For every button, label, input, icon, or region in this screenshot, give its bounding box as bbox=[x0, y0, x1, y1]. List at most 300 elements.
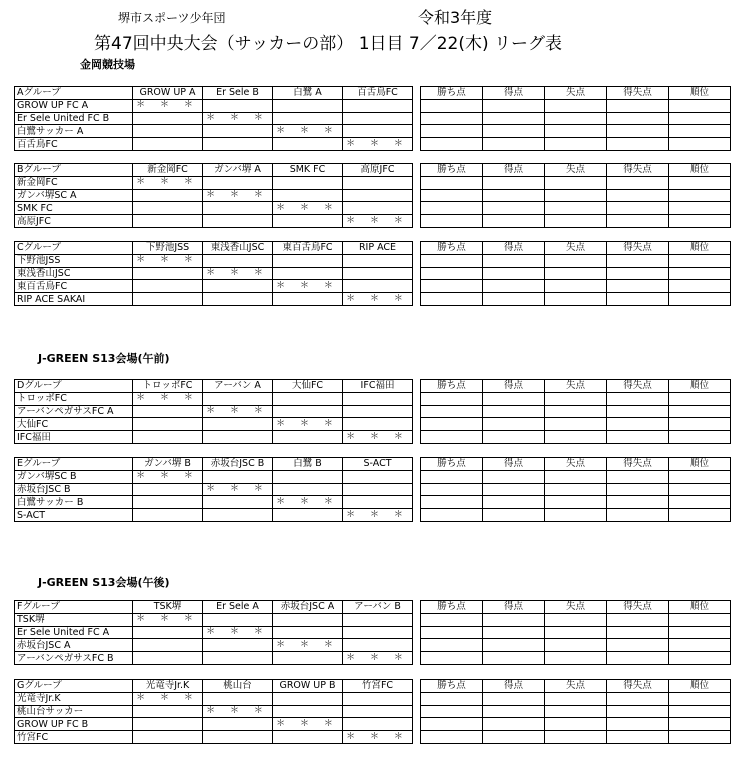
self-match-mark: ＊ ＊ ＊ bbox=[343, 731, 413, 744]
opponent-header: 赤坂台JSC B bbox=[203, 458, 273, 471]
team-name: 下野池JSS bbox=[15, 254, 133, 267]
self-match-mark: ＊ ＊ ＊ bbox=[343, 431, 413, 444]
table-row bbox=[15, 731, 731, 744]
stat-header: 順位 bbox=[669, 601, 731, 614]
stat-cell bbox=[669, 470, 731, 483]
stat-cell bbox=[669, 496, 731, 509]
stat-cell bbox=[607, 626, 669, 639]
stat-cell bbox=[421, 254, 483, 267]
stat-cell bbox=[483, 405, 545, 418]
stat-cell bbox=[483, 509, 545, 522]
team-name: アーバンペガサスFC A bbox=[15, 405, 133, 418]
team-name: 新金岡FC bbox=[15, 176, 133, 189]
column-gap bbox=[413, 613, 421, 626]
result-cell bbox=[273, 138, 343, 151]
result-cell bbox=[273, 509, 343, 522]
column-gap bbox=[413, 418, 421, 431]
table-row bbox=[15, 613, 731, 626]
opponent-header: 竹宮FC bbox=[343, 680, 413, 693]
result-cell bbox=[203, 293, 273, 306]
result-cell bbox=[133, 431, 203, 444]
stat-header: 勝ち点 bbox=[421, 87, 483, 100]
result-cell bbox=[203, 280, 273, 293]
result-cell bbox=[133, 125, 203, 138]
stat-cell bbox=[421, 189, 483, 202]
self-match-mark: ＊ ＊ ＊ bbox=[343, 652, 413, 665]
table-row bbox=[15, 392, 731, 405]
group-table bbox=[14, 379, 731, 444]
team-name: GROW UP FC B bbox=[15, 718, 133, 731]
self-match-mark: ＊ ＊ ＊ bbox=[273, 639, 343, 652]
self-match-mark: ＊ ＊ ＊ bbox=[203, 405, 273, 418]
self-match-mark: ＊ ＊ ＊ bbox=[133, 613, 203, 626]
column-gap bbox=[413, 112, 421, 125]
result-cell bbox=[133, 215, 203, 228]
team-name: 白鷺サッカー B bbox=[15, 496, 133, 509]
result-cell bbox=[203, 496, 273, 509]
stat-cell bbox=[421, 639, 483, 652]
stat-cell bbox=[545, 718, 607, 731]
team-name: 大仙FC bbox=[15, 418, 133, 431]
column-gap bbox=[413, 496, 421, 509]
stat-cell bbox=[421, 705, 483, 718]
column-gap bbox=[413, 189, 421, 202]
result-cell bbox=[203, 125, 273, 138]
group-table bbox=[14, 241, 731, 306]
column-gap bbox=[413, 509, 421, 522]
result-cell bbox=[203, 176, 273, 189]
stat-cell bbox=[421, 418, 483, 431]
stat-cell bbox=[545, 652, 607, 665]
venue-label: J-GREEN S13会場(午前) bbox=[38, 352, 170, 365]
stat-cell bbox=[669, 509, 731, 522]
result-cell bbox=[273, 705, 343, 718]
stat-cell bbox=[545, 125, 607, 138]
column-gap bbox=[413, 138, 421, 151]
stat-cell bbox=[607, 267, 669, 280]
result-cell bbox=[133, 731, 203, 744]
result-cell bbox=[203, 639, 273, 652]
stat-cell bbox=[421, 267, 483, 280]
result-cell bbox=[273, 189, 343, 202]
venue-label: J-GREEN S13会場(午後) bbox=[38, 576, 170, 589]
stat-cell bbox=[421, 509, 483, 522]
result-cell bbox=[203, 431, 273, 444]
self-match-mark: ＊ ＊ ＊ bbox=[343, 138, 413, 151]
stat-cell bbox=[483, 470, 545, 483]
stat-cell bbox=[545, 613, 607, 626]
table-row bbox=[15, 138, 731, 151]
stat-cell bbox=[483, 189, 545, 202]
stat-cell bbox=[483, 280, 545, 293]
table-row bbox=[15, 705, 731, 718]
opponent-header: 東浅香山JSC bbox=[203, 242, 273, 255]
stat-cell bbox=[607, 280, 669, 293]
stat-cell bbox=[607, 112, 669, 125]
group-name: Cグループ bbox=[15, 242, 133, 255]
group-name: Dグループ bbox=[15, 380, 133, 393]
result-cell bbox=[133, 280, 203, 293]
stat-cell bbox=[669, 431, 731, 444]
stat-cell bbox=[545, 99, 607, 112]
stat-cell bbox=[545, 405, 607, 418]
result-cell bbox=[343, 483, 413, 496]
stat-cell bbox=[545, 470, 607, 483]
opponent-header: GROW UP B bbox=[273, 680, 343, 693]
result-cell bbox=[343, 267, 413, 280]
team-name: 赤坂台JSC B bbox=[15, 483, 133, 496]
stat-header: 失点 bbox=[545, 680, 607, 693]
stat-cell bbox=[607, 613, 669, 626]
result-cell bbox=[203, 254, 273, 267]
result-cell bbox=[273, 731, 343, 744]
group-name: Fグループ bbox=[15, 601, 133, 614]
result-cell bbox=[133, 626, 203, 639]
result-cell bbox=[343, 496, 413, 509]
result-cell bbox=[343, 692, 413, 705]
stat-header: 勝ち点 bbox=[421, 680, 483, 693]
self-match-mark: ＊ ＊ ＊ bbox=[273, 202, 343, 215]
group-name: Eグループ bbox=[15, 458, 133, 471]
stat-cell bbox=[607, 496, 669, 509]
result-cell bbox=[203, 652, 273, 665]
stat-cell bbox=[545, 509, 607, 522]
table-row bbox=[15, 267, 731, 280]
opponent-header: SMK FC bbox=[273, 164, 343, 177]
stat-header: 失点 bbox=[545, 87, 607, 100]
self-match-mark: ＊ ＊ ＊ bbox=[273, 718, 343, 731]
stat-cell bbox=[483, 718, 545, 731]
column-gap bbox=[413, 731, 421, 744]
group-name: Gグループ bbox=[15, 680, 133, 693]
stat-cell bbox=[545, 431, 607, 444]
table-row bbox=[15, 418, 731, 431]
result-cell bbox=[133, 189, 203, 202]
group-table bbox=[14, 679, 731, 744]
table-row bbox=[15, 99, 731, 112]
opponent-header: アーバン A bbox=[203, 380, 273, 393]
stat-header: 失点 bbox=[545, 164, 607, 177]
team-name: 白鷺サッカー A bbox=[15, 125, 133, 138]
table-row bbox=[15, 176, 731, 189]
column-gap bbox=[413, 705, 421, 718]
stat-header: 順位 bbox=[669, 680, 731, 693]
opponent-header: 白鷺 B bbox=[273, 458, 343, 471]
result-cell bbox=[343, 392, 413, 405]
opponent-header: 白鷺 A bbox=[273, 87, 343, 100]
result-cell bbox=[273, 470, 343, 483]
result-cell bbox=[133, 418, 203, 431]
table-row bbox=[15, 125, 731, 138]
stat-cell bbox=[607, 138, 669, 151]
organization-name: 堺市スポーツ少年団 bbox=[118, 11, 226, 25]
team-name: Er Sele United FC A bbox=[15, 626, 133, 639]
stat-header: 失点 bbox=[545, 380, 607, 393]
stat-cell bbox=[421, 202, 483, 215]
result-cell bbox=[133, 509, 203, 522]
result-cell bbox=[273, 405, 343, 418]
column-gap bbox=[413, 470, 421, 483]
result-cell bbox=[273, 254, 343, 267]
stat-cell bbox=[669, 718, 731, 731]
result-cell bbox=[343, 202, 413, 215]
team-name: 光竜寺Jr.K bbox=[15, 692, 133, 705]
result-cell bbox=[343, 189, 413, 202]
table-row bbox=[15, 280, 731, 293]
result-cell bbox=[273, 692, 343, 705]
table-row bbox=[15, 215, 731, 228]
stat-cell bbox=[607, 405, 669, 418]
result-cell bbox=[343, 99, 413, 112]
stat-header: 順位 bbox=[669, 380, 731, 393]
venue-label: 金岡競技場 bbox=[80, 58, 135, 71]
stat-cell bbox=[483, 431, 545, 444]
result-cell bbox=[273, 293, 343, 306]
opponent-header: 新金岡FC bbox=[133, 164, 203, 177]
stat-cell bbox=[545, 138, 607, 151]
page-title: 第47回中央大会（サッカーの部） 1日目 7／22(木) リーグ表 bbox=[94, 34, 563, 54]
stat-header: 失点 bbox=[545, 242, 607, 255]
result-cell bbox=[203, 202, 273, 215]
result-cell bbox=[343, 254, 413, 267]
stat-cell bbox=[669, 483, 731, 496]
stat-cell bbox=[607, 509, 669, 522]
opponent-header: ガンバ堺 B bbox=[133, 458, 203, 471]
table-row bbox=[15, 293, 731, 306]
stat-cell bbox=[607, 189, 669, 202]
stat-header: 得失点 bbox=[607, 601, 669, 614]
team-name: RIP ACE SAKAI bbox=[15, 293, 133, 306]
stat-cell bbox=[669, 639, 731, 652]
stat-cell bbox=[421, 176, 483, 189]
stat-cell bbox=[483, 176, 545, 189]
stat-header: 得点 bbox=[483, 601, 545, 614]
column-gap bbox=[413, 164, 421, 177]
result-cell bbox=[273, 99, 343, 112]
stat-cell bbox=[421, 392, 483, 405]
stat-cell bbox=[483, 254, 545, 267]
team-name: 東浅香山JSC bbox=[15, 267, 133, 280]
self-match-mark: ＊ ＊ ＊ bbox=[273, 496, 343, 509]
column-gap bbox=[413, 431, 421, 444]
stat-cell bbox=[607, 176, 669, 189]
stat-header: 勝ち点 bbox=[421, 164, 483, 177]
team-name: S-ACT bbox=[15, 509, 133, 522]
result-cell bbox=[273, 392, 343, 405]
stat-cell bbox=[607, 99, 669, 112]
stat-cell bbox=[607, 254, 669, 267]
result-cell bbox=[343, 626, 413, 639]
stat-header: 勝ち点 bbox=[421, 242, 483, 255]
self-match-mark: ＊ ＊ ＊ bbox=[273, 418, 343, 431]
stat-cell bbox=[607, 731, 669, 744]
stat-cell bbox=[669, 613, 731, 626]
self-match-mark: ＊ ＊ ＊ bbox=[343, 215, 413, 228]
stat-header: 失点 bbox=[545, 601, 607, 614]
column-gap bbox=[413, 99, 421, 112]
opponent-header: 赤坂台JSC A bbox=[273, 601, 343, 614]
group-table bbox=[14, 86, 731, 151]
stat-cell bbox=[421, 215, 483, 228]
stat-header: 得失点 bbox=[607, 164, 669, 177]
stat-cell bbox=[421, 483, 483, 496]
stat-cell bbox=[607, 483, 669, 496]
result-cell bbox=[133, 705, 203, 718]
team-name: 高原JFC bbox=[15, 215, 133, 228]
team-name: GROW UP FC A bbox=[15, 99, 133, 112]
group-table bbox=[14, 163, 731, 228]
stat-cell bbox=[545, 705, 607, 718]
stat-cell bbox=[421, 496, 483, 509]
stat-cell bbox=[421, 431, 483, 444]
column-gap bbox=[413, 254, 421, 267]
stat-cell bbox=[607, 293, 669, 306]
stat-cell bbox=[483, 125, 545, 138]
stat-cell bbox=[483, 112, 545, 125]
self-match-mark: ＊ ＊ ＊ bbox=[203, 626, 273, 639]
stat-cell bbox=[669, 202, 731, 215]
stat-cell bbox=[483, 652, 545, 665]
stat-cell bbox=[607, 470, 669, 483]
stat-cell bbox=[421, 125, 483, 138]
stat-cell bbox=[669, 138, 731, 151]
column-gap bbox=[413, 293, 421, 306]
stat-cell bbox=[545, 392, 607, 405]
group-table bbox=[14, 600, 731, 665]
result-cell bbox=[133, 652, 203, 665]
stat-cell bbox=[545, 731, 607, 744]
column-gap bbox=[413, 87, 421, 100]
result-cell bbox=[273, 215, 343, 228]
stat-cell bbox=[483, 267, 545, 280]
stat-cell bbox=[545, 176, 607, 189]
result-cell bbox=[203, 731, 273, 744]
column-gap bbox=[413, 392, 421, 405]
stat-cell bbox=[483, 613, 545, 626]
stat-cell bbox=[545, 267, 607, 280]
column-gap bbox=[413, 639, 421, 652]
result-cell bbox=[203, 718, 273, 731]
result-cell bbox=[273, 112, 343, 125]
stat-cell bbox=[421, 112, 483, 125]
stat-cell bbox=[607, 705, 669, 718]
result-cell bbox=[343, 718, 413, 731]
team-name: アーバンペガサスFC B bbox=[15, 652, 133, 665]
stat-cell bbox=[607, 692, 669, 705]
column-gap bbox=[413, 125, 421, 138]
stat-header: 得点 bbox=[483, 380, 545, 393]
stat-cell bbox=[607, 718, 669, 731]
team-name: 桃山台サッカー bbox=[15, 705, 133, 718]
opponent-header: 大仙FC bbox=[273, 380, 343, 393]
stat-cell bbox=[545, 254, 607, 267]
opponent-header: Er Sele B bbox=[203, 87, 273, 100]
opponent-header: アーバン B bbox=[343, 601, 413, 614]
team-name: 百舌鳥FC bbox=[15, 138, 133, 151]
stat-cell bbox=[421, 405, 483, 418]
team-name: 竹宮FC bbox=[15, 731, 133, 744]
self-match-mark: ＊ ＊ ＊ bbox=[343, 509, 413, 522]
group-table bbox=[14, 457, 731, 522]
stat-cell bbox=[545, 626, 607, 639]
column-gap bbox=[413, 483, 421, 496]
stat-cell bbox=[545, 639, 607, 652]
result-cell bbox=[273, 483, 343, 496]
stat-cell bbox=[483, 138, 545, 151]
column-gap bbox=[413, 626, 421, 639]
self-match-mark: ＊ ＊ ＊ bbox=[203, 483, 273, 496]
stat-cell bbox=[545, 496, 607, 509]
stat-cell bbox=[669, 112, 731, 125]
team-name: IFC福田 bbox=[15, 431, 133, 444]
opponent-header: トロッボFC bbox=[133, 380, 203, 393]
result-cell bbox=[133, 138, 203, 151]
stat-header: 得失点 bbox=[607, 380, 669, 393]
stat-header: 順位 bbox=[669, 458, 731, 471]
result-cell bbox=[273, 626, 343, 639]
result-cell bbox=[133, 483, 203, 496]
opponent-header: 東百舌鳥FC bbox=[273, 242, 343, 255]
result-cell bbox=[343, 418, 413, 431]
column-gap bbox=[413, 692, 421, 705]
team-name: トロッボFC bbox=[15, 392, 133, 405]
self-match-mark: ＊ ＊ ＊ bbox=[133, 176, 203, 189]
result-cell bbox=[203, 138, 273, 151]
stat-cell bbox=[607, 418, 669, 431]
stat-cell bbox=[421, 470, 483, 483]
stat-cell bbox=[421, 692, 483, 705]
stat-header: 得失点 bbox=[607, 680, 669, 693]
result-cell bbox=[133, 718, 203, 731]
stat-cell bbox=[483, 202, 545, 215]
stat-header: 勝ち点 bbox=[421, 601, 483, 614]
opponent-header: TSK堺 bbox=[133, 601, 203, 614]
result-cell bbox=[273, 431, 343, 444]
table-row bbox=[15, 496, 731, 509]
stat-cell bbox=[483, 496, 545, 509]
stat-cell bbox=[545, 215, 607, 228]
stat-cell bbox=[545, 280, 607, 293]
team-name: 赤坂台JSC A bbox=[15, 639, 133, 652]
stat-header: 得点 bbox=[483, 458, 545, 471]
stat-cell bbox=[545, 189, 607, 202]
column-gap bbox=[413, 380, 421, 393]
stat-header: 失点 bbox=[545, 458, 607, 471]
result-cell bbox=[343, 280, 413, 293]
group-name: Bグループ bbox=[15, 164, 133, 177]
result-cell bbox=[343, 125, 413, 138]
result-cell bbox=[203, 392, 273, 405]
result-cell bbox=[133, 267, 203, 280]
stat-cell bbox=[545, 112, 607, 125]
self-match-mark: ＊ ＊ ＊ bbox=[133, 99, 203, 112]
stat-cell bbox=[483, 483, 545, 496]
stat-cell bbox=[669, 392, 731, 405]
opponent-header: RIP ACE bbox=[343, 242, 413, 255]
stat-cell bbox=[483, 626, 545, 639]
stat-cell bbox=[669, 692, 731, 705]
stat-cell bbox=[669, 267, 731, 280]
stat-cell bbox=[421, 652, 483, 665]
stat-cell bbox=[483, 705, 545, 718]
stat-cell bbox=[483, 293, 545, 306]
column-gap bbox=[413, 215, 421, 228]
stat-header: 得点 bbox=[483, 87, 545, 100]
result-cell bbox=[343, 705, 413, 718]
result-cell bbox=[273, 652, 343, 665]
stat-cell bbox=[483, 215, 545, 228]
opponent-header: Er Sele A bbox=[203, 601, 273, 614]
